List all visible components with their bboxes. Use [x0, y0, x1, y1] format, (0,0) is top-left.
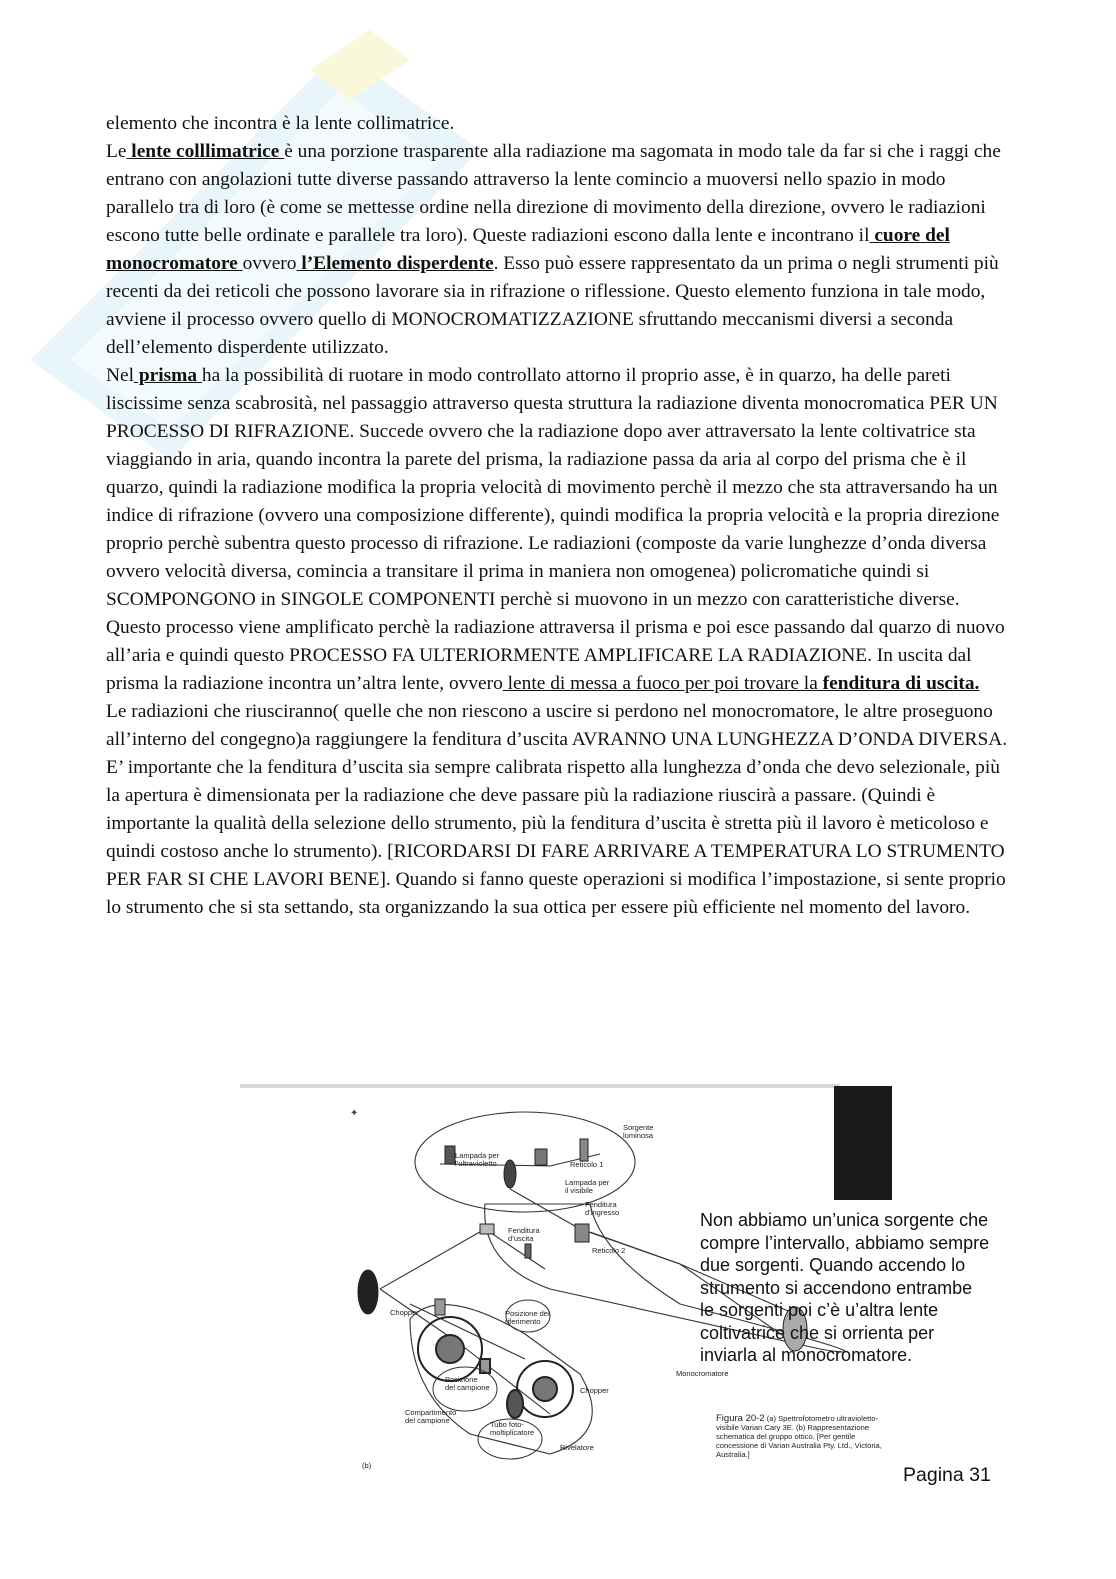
label-fenditura-uscita: Fenditura d’uscita — [508, 1226, 540, 1243]
grating2-icon — [575, 1224, 589, 1242]
text-run: Le radiazioni che riusciranno( quelle che non riescono a uscire si perdono nel monocromatore, le altre proseguono all’interno del congegno)a raggiungere la fenditura d’uscita AVRANNO UNA LUNGHEZZA D’ONDA DIVERSA. — [106, 701, 1008, 750]
label-posizione-riferimento: Posizione del riferimento — [505, 1309, 550, 1326]
text-run: cuore del monocromatore — [106, 225, 950, 274]
text-run: ha la possibilità di ruotare in modo controllato attorno il proprio asse, è in quarzo, ha delle pareti liscissime senza scabrosità, nel passaggio attraverso questa struttura la radiazione diventa monocromatica PER UN PROCESSO DI RIFRAZIONE. Succede ovvero che la radiazione dopo aver attraversato la lente coltivatrice sta viaggiando in aria, quando incontra la parete del prisma, la radiazione passa da aria al corpo del prisma che è il quarzo, quindi la radiazione modifica la propria velocità di movimento perchè il mezzo che sta attraversando ha un indice di rifrazione (ovvero una composizione differente), quindi modifica la propria velocità e la propria direzione proprio perchè subentra questo processo di rifrazione. Le radiazioni (composte da varie lunghezze d’onda diversa ovvero velocità diversa, comincia a transitare il prima in maniera non omogenea) policromatiche quindi si SCOMPONGONO in SINGOLE COMPONENTI perchè si muovono in un mezzo con caratteristiche diverse. Questo processo viene amplificato perchè la radiazione attraversa il prisma e poi esce passando dal quarzo di nuovo all’aria e quindi questo PROCESSO FA ULTERIORMENTE AMPLIFICARE LA RADIAZIONE. In uscita dal prisma la radiazione incontra un’altra lente, ovvero — [106, 365, 1005, 694]
exit-slit-icon — [480, 1224, 494, 1234]
label-monocromatore: Monocromatore — [676, 1369, 729, 1378]
label-fenditura-ingresso: Fenditura d’ingresso — [585, 1200, 620, 1217]
text-run: Nel — [106, 365, 134, 386]
overlay-note: Non abbiamo un’unica sorgente che compre l’intervallo, abbiamo sempre due sorgenti. Quando accendo lo strumento si accendono entrambe le sorgenti poi c’è u’altra lente coltivatrice che si orrienta per inviarla al monocromatore. — [700, 1210, 990, 1365]
sample-cuvette-icon — [480, 1359, 490, 1373]
label-reticolo2: Reticolo 2 — [592, 1246, 626, 1255]
text-run: lente di messa a fuoco — [502, 673, 680, 694]
text-run: lente colllimatrice — [126, 141, 285, 162]
paragraph — [106, 754, 1011, 922]
text-run: è una porzione trasparente alla radiazione ma sagomata in modo tale da far si che i raggi che entrano con angolazioni tutte diverse passando attraverso la lente comincio a muoversi nello spazio in modo parallelo tra di loro (è come se mettesse ordine nella direzione di movimento della direzione, ovvero le radiazioni escono tutte belle ordinate e parallele tra loro). Queste radiazioni escono dalla lente e incontrano il — [106, 141, 1001, 246]
svg-text:✦: ✦ — [350, 1108, 359, 1119]
label-reticolo1: Reticolo 1 — [570, 1160, 604, 1169]
text-run: . Esso può essere rappresentato da un prima o negli strumenti più recenti da dei reticoli che possono lavorare sia in rifrazione o riflessione. Questo elemento funziona in tale modo, avviene il processo ovvero quello di MONOCROMATIZZAZIONE sfruttando meccanismi diversi a seconda dell’elemento disperdente utilizzato. — [106, 253, 999, 358]
label-tubo: Tubo foto- moltiplicatore — [490, 1420, 535, 1437]
paragraph — [106, 138, 1011, 362]
label-lampada-uv: Lampada per l’ultravioletto — [455, 1151, 500, 1168]
collimating-lens-icon — [504, 1160, 516, 1188]
text-run: fenditura di uscita. — [822, 673, 980, 694]
text-run: per poi trovare la — [679, 673, 823, 694]
page-number: Pagina 31 — [903, 1464, 991, 1486]
lens-bottom-icon — [507, 1390, 523, 1418]
text-run: Le — [106, 141, 127, 162]
label-lampada-vis: Lampada per il visibile — [565, 1178, 610, 1195]
label-chopper2: Chopper — [580, 1386, 609, 1395]
visible-lamp-icon — [580, 1139, 588, 1161]
label-panel-b: (b) — [362, 1461, 372, 1470]
text-run: prisma — [134, 365, 202, 386]
text-run: E’ importante che la fenditura d’uscita sia sempre calibrata rispetto alla lunghezza d’onda che devo selezionale, più la apertura è dimensionata per la radiazione che deve passare più la radiazione riuscirà a passare. (Quindi è importante la qualità della selezione dello strumento, più la fenditura d’uscita è stretta più il lavoro è meticoloso e quindi costoso anche lo strumento). [RICORDARSI DI FARE ARRIVARE A TEMPERATURA LO STRUMENTO PER FAR SI CHE LAVORI BENE]. Quando si fanno queste operazioni si modifica l’impostazione, si sente proprio lo strumento che si sta settando, sta organizzando la sua ottica per essere più efficiente nel momento del lavoro. — [106, 757, 1006, 918]
paragraph — [106, 362, 1011, 698]
figure-top-rule — [240, 1084, 840, 1088]
body-text — [106, 110, 1011, 922]
text-run: l’Elemento disperdente — [296, 253, 494, 274]
paragraph — [106, 110, 1011, 138]
caption-text: (a) Spettrofotometro ultravioletto-visibile Varian Cary 3E. (b) Rappresentazione schematica del gruppo ottico. [Per gentile concessione di Varian Australia Pty. Ltd., Victoria, Australia.] — [716, 1414, 882, 1459]
label-sorgente: Sorgente luminosa — [623, 1123, 654, 1140]
caption-title: Figura 20-2 — [716, 1413, 765, 1424]
figure-caption — [716, 1414, 886, 1459]
mirror-small-icon — [435, 1299, 445, 1315]
uv-lamp-icon — [445, 1146, 455, 1164]
text-run: elemento che incontra è la lente collimatrice. — [106, 113, 455, 134]
grating1-icon — [535, 1149, 547, 1165]
paragraph — [106, 698, 1011, 754]
label-compartimento: Compartimento del campione — [405, 1408, 457, 1425]
mirror-left-icon — [358, 1270, 378, 1314]
text-run: ovvero — [242, 253, 297, 274]
label-chopper1: Chopper — [390, 1308, 419, 1317]
label-posizione-campione: Posizione del campione — [445, 1375, 490, 1392]
entrance-slit-icon — [525, 1244, 531, 1258]
label-rivelatore: Rivelatore — [560, 1443, 594, 1452]
